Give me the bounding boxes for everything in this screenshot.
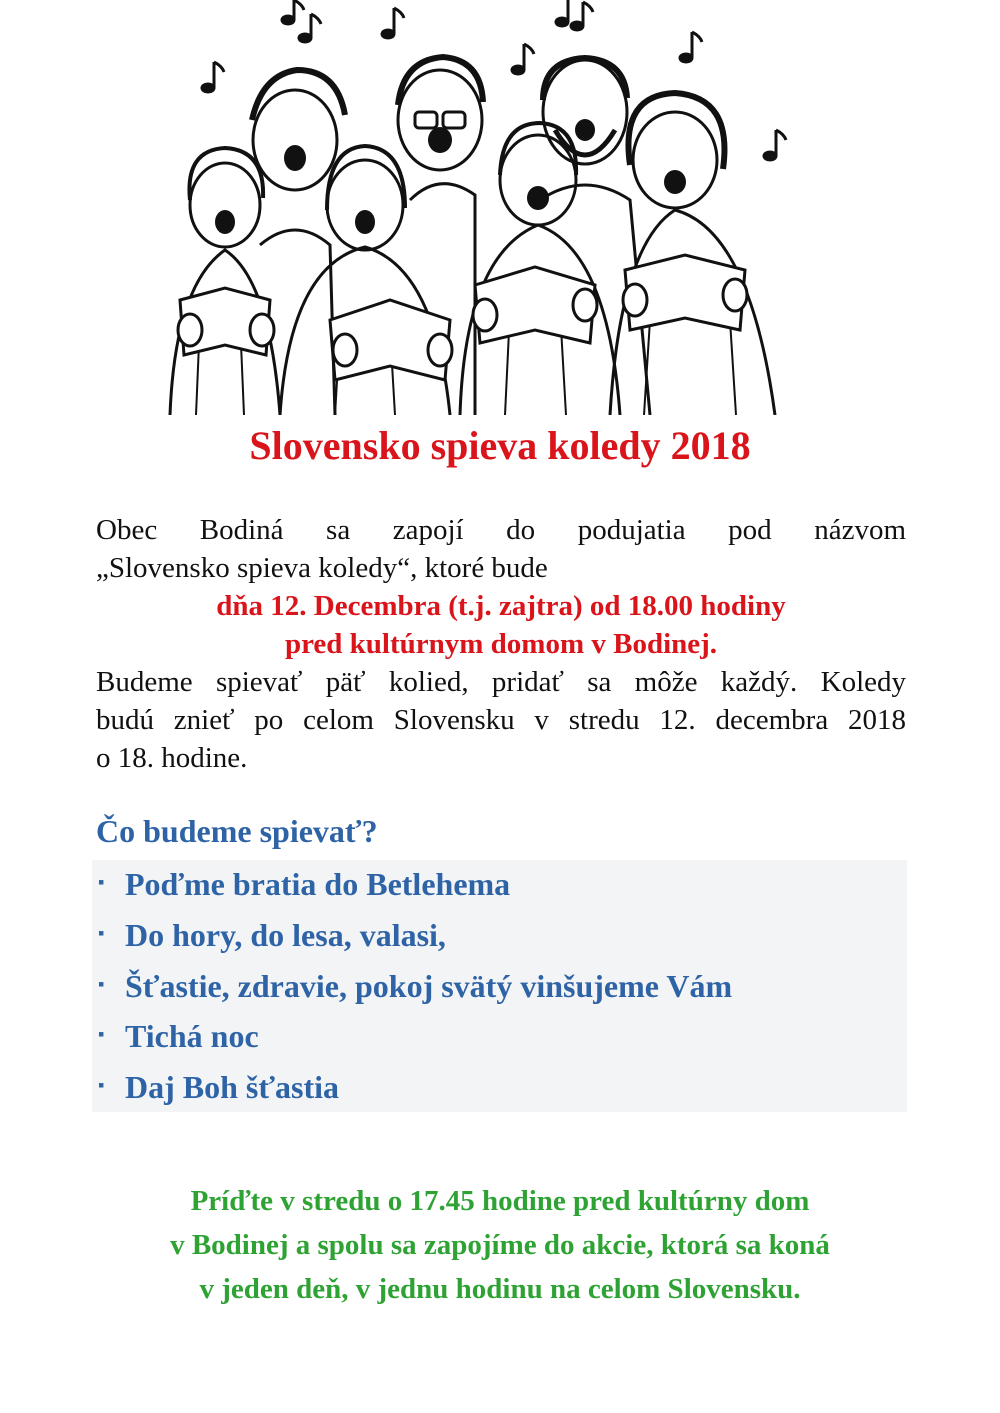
song-title: Do hory, do lesa, valasi, [125,917,446,953]
event-date: dňa 12. Decembra (t.j. zajtra) od 18.00 hodiny [216,590,786,622]
event-location: pred kultúrnym domom v Bodinej. [284,628,718,660]
list-item [92,964,907,1012]
bullet-icon: ▪ [98,974,105,994]
intro-line-1: Obec Bodiná sa zapojí do podujatia pod názvom [96,514,906,546]
closing-line-3: v jeden deň, v jednu hodinu na celom Slovensku. [199,1273,801,1305]
choir-singers-illustration [130,0,810,415]
intro-body-line-1: Budeme spievať päť kolied, pridať sa môže každý. Koledy [96,666,906,698]
intro-body-line-2: budú znieť po celom Slovensku v stredu 12. decembra 2018 [96,704,906,736]
closing-line-2: v Bodinej a spolu sa zapojíme do akcie, ktorá sa koná [170,1229,830,1261]
song-title: Poďme bratia do Betlehema [125,866,511,902]
songs-heading: Čo budeme spievať? [96,813,378,849]
closing-line-1: Príďte v stredu o 17.45 hodine pred kultúrny dom [190,1185,810,1217]
music-notes-icon [202,0,786,160]
list-item [92,913,907,961]
intro-body-line-3: o 18. hodine. [96,742,248,774]
song-title: Šťastie, zdravie, pokoj svätý vinšujeme Vám [125,968,733,1004]
bullet-icon: ▪ [98,923,105,943]
song-title: Daj Boh šťastia [125,1069,340,1105]
page-title: Slovensko spieva koledy 2018 [249,423,751,468]
list-item [92,1065,907,1113]
song-title: Tichá noc [125,1018,259,1054]
list-item [92,862,907,910]
bullet-icon: ▪ [98,872,105,892]
intro-paragraph [96,511,906,777]
song-list [92,860,907,1112]
bullet-icon: ▪ [98,1024,105,1044]
list-item [92,1014,907,1062]
bullet-icon: ▪ [98,1075,105,1095]
intro-line-2: „Slovensko spieva koledy“, ktoré bude [96,552,548,584]
closing-invitation [0,1179,1000,1311]
